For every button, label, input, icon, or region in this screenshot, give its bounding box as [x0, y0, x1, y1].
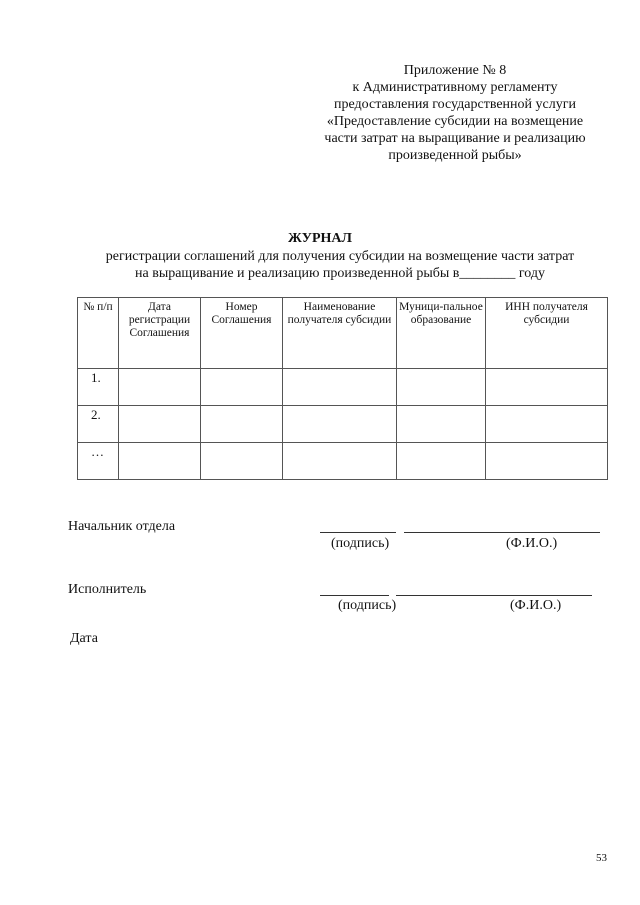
table-cell: [397, 443, 486, 480]
column-header-number: № п/п: [78, 298, 119, 369]
table-row: [78, 369, 608, 406]
column-header-municipality: Муници-пальное образование: [397, 298, 486, 369]
page-number: 53: [596, 852, 607, 864]
journal-subtitle: [40, 248, 640, 282]
appendix-line: предоставления государственной услуги: [334, 97, 576, 112]
table-cell: [201, 406, 283, 443]
appendix-line: «Предоставление субсидии на возмещение: [326, 114, 584, 129]
table-cell: [486, 443, 608, 480]
head-name-caption: (Ф.И.О.): [506, 536, 558, 551]
table-cell: 1.: [78, 369, 119, 406]
table-cell: [283, 369, 397, 406]
executor-signature-caption: (подпись): [338, 598, 397, 613]
executor-label: Исполнитель: [68, 582, 147, 597]
table-cell: [201, 369, 283, 406]
table-cell: [283, 443, 397, 480]
head-signature-caption: (подпись): [331, 536, 390, 551]
column-header-inn: ИНН получателя субсидии: [486, 298, 608, 369]
column-header-agreement-number: Номер Соглашения: [201, 298, 283, 369]
table-cell: …: [78, 443, 119, 480]
journal-subtitle-line: регистрации соглашений для получения субсидии на возмещение части затрат: [105, 249, 575, 264]
table-cell: [201, 443, 283, 480]
column-header-registration-date: Дата регистрации Соглашения: [119, 298, 201, 369]
appendix-header: [300, 62, 610, 164]
executor-name-caption: (Ф.И.О.): [510, 598, 562, 613]
table-cell: [283, 406, 397, 443]
head-name-line: [404, 532, 600, 533]
table-cell: [119, 406, 201, 443]
table-cell: [486, 369, 608, 406]
date-label: Дата: [70, 631, 98, 646]
appendix-line: части затрат на выращивание и реализацию: [324, 131, 586, 146]
table-cell: [119, 443, 201, 480]
table-row: [78, 406, 608, 443]
table-header-row: [78, 298, 608, 369]
table-row: [78, 443, 608, 480]
table-cell: 2.: [78, 406, 119, 443]
executor-signature-line: [320, 595, 389, 596]
journal-title: ЖУРНАЛ: [288, 231, 352, 246]
appendix-line: к Административному регламенту: [352, 80, 558, 95]
head-of-department-label: Начальник отдела: [68, 519, 176, 534]
appendix-line: произведенной рыбы»: [388, 148, 522, 163]
head-signature-line: [320, 532, 396, 533]
column-header-recipient-name: Наименование получателя субсидии: [283, 298, 397, 369]
appendix-line: Приложение № 8: [403, 63, 507, 78]
table-cell: [119, 369, 201, 406]
registration-table: [77, 297, 608, 480]
table-cell: [397, 406, 486, 443]
table-cell: [397, 369, 486, 406]
executor-name-line: [396, 595, 592, 596]
journal-subtitle-line: на выращивание и реализацию произведенной рыбы в________ году: [135, 266, 545, 281]
table-cell: [486, 406, 608, 443]
